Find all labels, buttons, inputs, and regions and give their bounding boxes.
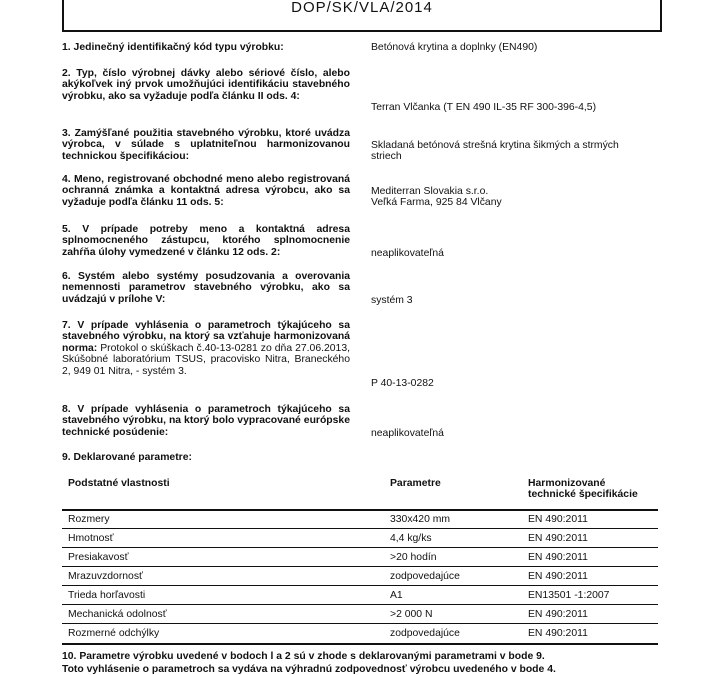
item-3-value-line2: striech: [371, 151, 402, 163]
item-4-value-line1: Mediterran Slovakia s.r.o.: [371, 186, 489, 197]
row-3-spec: EN 490:2011: [528, 552, 588, 563]
item-6-value: systém 3: [371, 295, 413, 306]
row-divider: [62, 547, 658, 548]
item-1-value: Betónová krytina a doplnky (EN490): [371, 42, 538, 53]
row-4-spec: EN 490:2011: [528, 571, 588, 582]
row-2-param: 4,4 kg/ks: [390, 533, 432, 544]
row-divider: [62, 528, 658, 529]
row-5-spec: EN13501 -1:2007: [528, 590, 610, 601]
row-3-param: >20 hodín: [390, 552, 437, 563]
item-4-value-line2: Veľká Farma, 925 84 Vlčany: [371, 197, 502, 209]
item-5-label: 5. V prípade potreby meno a kontaktná adresa splnomocneného zástupcu, ktorého splnomocnenie zahŕňa úlohy vymedzené v článku 12 ods. 2:: [62, 224, 350, 258]
item-9-label: 9. Deklarované parametre:: [62, 452, 192, 463]
row-divider: [62, 604, 658, 605]
item-3-value-line1: Skladaná betónová strešná krytina šikmých a strmých: [371, 140, 619, 151]
header-specifications: [528, 478, 638, 501]
item-7-label-text: 7. V prípade vyhlásenia o parametroch týkajúceho sa stavebného výrobku, na ktorý sa vzťahuje harmonizovaná norma:: [62, 320, 350, 354]
item-5-value: neaplikovateľná: [371, 248, 444, 259]
item-4-label: 4. Meno, registrované obchodné meno alebo registrovaná ochranná známka a kontaktná adresa výrobcu, ako sa vyžaduje podľa článku 11 ods. 5:: [62, 174, 350, 208]
item-2-value: Terran Vlčanka (T EN 490 IL-35 RF 300-396-4,5): [371, 102, 597, 113]
row-1-spec: EN 490:2011: [528, 514, 588, 525]
row-4-prop: Mrazuvzdornosť: [68, 571, 143, 582]
item-7-protocol: Protokol o skúškach č.40-13-0281 zo dňa 27.06.2013, Skúšobné laboratórium TSUS, pracovisko Nitra, Braneckého 2, 949 01 Nitra, - systém 3.: [62, 342, 351, 377]
header-spec-line2: technické špecifikácie: [528, 489, 638, 501]
footer-line-1: 10. Parametre výrobku uvedené v bodoch l a 2 sú v zhode s deklarovanými parametrami v bode 9.: [62, 651, 545, 662]
item-7-label: [62, 320, 350, 377]
document-title: DOP/SK/VLA/2014: [291, 0, 433, 16]
item-1-label: 1. Jedinečný identifikačný kód typu výrobku:: [62, 42, 284, 53]
row-5-prop: Trieda horľavosti: [68, 590, 146, 601]
row-6-param: >2 000 N: [390, 609, 433, 620]
table-header-rule: [62, 509, 658, 511]
header-spec-line1: Harmonizované: [528, 478, 606, 489]
row-3-prop: Presiakavosť: [68, 552, 129, 563]
row-2-spec: EN 490:2011: [528, 533, 588, 544]
table-bottom-rule: [62, 643, 658, 645]
item-2-label: 2. Typ, číslo výrobnej dávky alebo sériové číslo, alebo akýkoľvek iný prvok umožňujúci identifikáciu stavebného výrobku, ako sa vyžaduje podľa článku II ods. 4:: [62, 68, 350, 102]
item-4-value: [371, 186, 671, 209]
row-7-prop: Rozmerné odchýlky: [68, 628, 160, 639]
header-properties: Podstatné vlastnosti: [68, 478, 170, 489]
row-divider: [62, 623, 658, 624]
footer-line-2: Toto vyhlásenie o parametroch sa vydáva na výhradnú zodpovednosť výrobcu uvedeného v bode 4.: [62, 664, 556, 675]
item-3-label: 3. Zamýšľané použitia stavebného výrobku, ktoré uvádza výrobca, v súlade s uplatniteľnou harmonizovanou technickou špecifikáciou:: [62, 128, 350, 162]
item-3-value: [371, 140, 671, 163]
row-1-param: 330x420 mm: [390, 514, 451, 525]
row-6-prop: Mechanická odolnosť: [68, 609, 167, 620]
item-7-value: P 40-13-0282: [371, 378, 434, 389]
header-parameters: Parametre: [390, 478, 441, 489]
row-1-prop: Rozmery: [68, 514, 110, 525]
row-2-prop: Hmotnosť: [68, 533, 114, 544]
item-6-label: 6. Systém alebo systémy posudzovania a overovania nemennosti parametrov stavebného výrobku, ako sa uvádzajú v prílohe V:: [62, 271, 350, 305]
row-4-param: zodpovedajúce: [390, 571, 460, 582]
row-divider: [62, 585, 658, 586]
row-5-param: A1: [390, 590, 403, 601]
item-8-value: neaplikovateľná: [371, 428, 444, 439]
row-7-spec: EN 490:2011: [528, 628, 588, 639]
row-divider: [62, 566, 658, 567]
title-box: [62, 0, 662, 32]
row-7-param: zodpovedajúce: [390, 628, 460, 639]
row-6-spec: EN 490:2011: [528, 609, 588, 620]
item-8-label: 8. V prípade vyhlásenia o parametroch týkajúceho sa stavebného výrobku, na ktorý bolo vypracované európske technické posúdenie:: [62, 404, 350, 438]
